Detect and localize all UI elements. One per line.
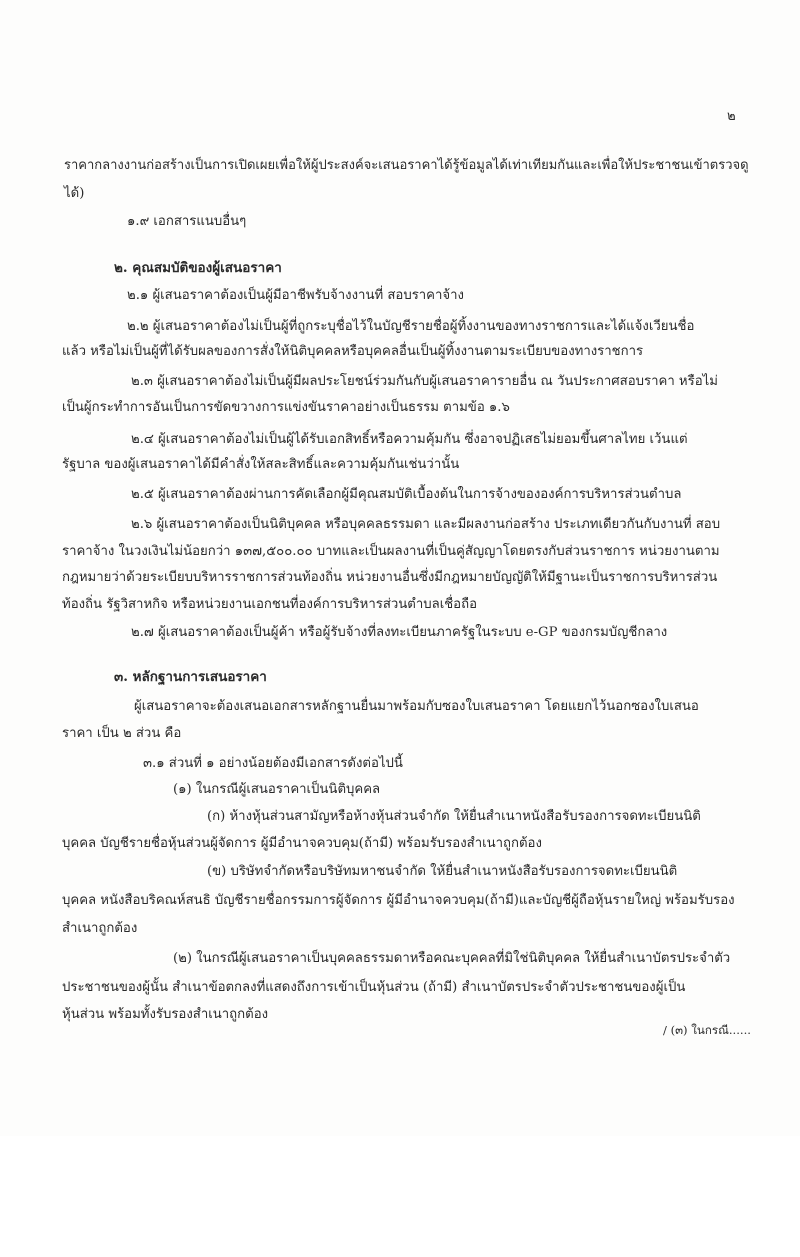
text-line: ๒.๒ ผู้เสนอราคาต้องไม่เป็นผู้ที่ถูกระบุชื่อไว้ในบัญชีรายชื่อผู้ทิ้งงานของทางราชการและได้แจ้งเวียนชื่อ	[127, 319, 695, 334]
text-line: ท้องถิ่น รัฐวิสาหกิจ หรือหน่วยงานเอกชนที่องค์การบริหารส่วนตำบลเชื่อถือ	[62, 597, 477, 612]
blank-margin	[0, 1136, 800, 1257]
text-line: ๒.๑ ผู้เสนอราคาต้องเป็นผู้มีอาชีพรับจ้างงานที่ สอบราคาจ้าง	[127, 288, 464, 303]
text-line: (ข) บริษัทจำกัดหรือบริษัทมหาชนจำกัด ให้ยื่นสำเนาหนังสือรับรองการจดทะเบียนนิติ	[207, 864, 678, 879]
text-line: ๒.๓ ผู้เสนอราคาต้องไม่เป็นผู้มีผลประโยชน์ร่วมกันกับผู้เสนอราคารายอื่น ณ วันประกาศสอบราคา หรือไม่	[131, 374, 718, 389]
text-line: (ก) ห้างหุ้นส่วนสามัญหรือห้างหุ้นส่วนจำกัด ให้ยื่นสำเนาหนังสือรับรองการจดทะเบียนนิติ	[207, 809, 701, 824]
text-line: สำเนาถูกต้อง	[62, 921, 138, 936]
text-line: ราคา เป็น ๒ ส่วน คือ	[62, 726, 182, 741]
text-line: ๓.๑ ส่วนที่ ๑ อย่างน้อยต้องมีเอกสารดังต่อไปนี้	[143, 756, 403, 771]
text-line: (๑) ในกรณีผู้เสนอราคาเป็นนิติบุคคล	[173, 782, 381, 797]
text-line: ๒.๗ ผู้เสนอราคาต้องเป็นผู้ค้า หรือผู้รับจ้างที่ลงทะเบียนภาครัฐในระบบ e-GP ของกรมบัญชีกลาง	[131, 625, 668, 640]
section-heading: ๒. คุณสมบัติของผู้เสนอราคา	[114, 260, 282, 276]
text-line: รัฐบาล ของผู้เสนอราคาได้มีคำสั่งให้สละสิทธิ์และความคุ้มกันเช่นว่านั้น	[62, 457, 460, 472]
text-line: ผู้เสนอราคาจะต้องเสนอเอกสารหลักฐานยื่นมาพร้อมกับซองใบเสนอราคา โดยแยกไว้นอกซองใบเสนอ	[134, 699, 699, 714]
text-line: ราคาจ้าง ในวงเงินไม่น้อยกว่า ๑๓๗,๕๐๐.๐๐ บาทและเป็นผลงานที่เป็นคู่สัญญาโดยตรงกับส่วนราชการ หน่วยงานตาม	[62, 544, 720, 559]
text-line: ๒.๕ ผู้เสนอราคาต้องผ่านการคัดเลือกผู้มีคุณสมบัติเบื้องต้นในการจ้างขององค์การบริหารส่วนตำบล	[131, 487, 682, 502]
text-line: บุคคล บัญชีรายชื่อหุ้นส่วนผู้จัดการ ผู้มีอำนาจควบคุม(ถ้ามี) พร้อมรับรองสำเนาถูกต้อง	[62, 836, 542, 851]
text-line: ๒.๖ ผู้เสนอราคาต้องเป็นนิติบุคคล หรือบุคคลธรรมดา และมีผลงานก่อสร้าง ประเภทเดียวกันกับงานที่ สอบ	[131, 517, 721, 532]
text-line: ได้)	[64, 186, 85, 201]
text-line: ราคากลางงานก่อสร้างเป็นการเปิดเผยเพื่อให้ผู้ประสงค์จะเสนอราคาได้รู้ข้อมูลได้เท่าเทียมกันและเพื่อให้ประชาชนเข้าตรวจดู	[64, 158, 749, 173]
text-line: แล้ว หรือไม่เป็นผู้ที่ได้รับผลของการสั่งให้นิติบุคคลหรือบุคคลอื่นเป็นผู้ทิ้งงานตามระเบียบของทางราชการ	[62, 344, 644, 359]
continuation-note: / (๓) ในกรณี......	[663, 1023, 751, 1037]
text-line: ประชาชนของผู้นั้น สำเนาข้อตกลงที่แสดงถึงการเข้าเป็นหุ้นส่วน (ถ้ามี) สำเนาบัตรประจำตัวประชาชนของผู้เป็น	[62, 980, 686, 995]
text-line: บุคคล หนังสือบริคณห์สนธิ บัญชีรายชื่อกรรมการผู้จัดการ ผู้มีอำนาจควบคุม(ถ้ามี)และบัญชีผู้ถือหุ้นรายใหญ่ พร้อมรับรอง	[62, 893, 735, 908]
text-line: (๒) ในกรณีผู้เสนอราคาเป็นบุคคลธรรมดาหรือคณะบุคคลที่มิใช่นิติบุคคล ให้ยื่นสำเนาบัตรประจำตัว	[173, 951, 731, 966]
text-line: หุ้นส่วน พร้อมทั้งรับรองสำเนาถูกต้อง	[62, 1007, 269, 1022]
text-line: เป็นผู้กระทำการอันเป็นการขัดขวางการแข่งขันราคาอย่างเป็นธรรม ตามข้อ ๑.๖	[62, 400, 510, 415]
page-number: ๒	[727, 109, 736, 124]
text-line: ๒.๔ ผู้เสนอราคาต้องไม่เป็นผู้ได้รับเอกสิทธิ์หรือความคุ้มกัน ซึ่งอาจปฏิเสธไม่ยอมขึ้นศาลไทย เว้นแต่	[131, 432, 688, 447]
text-line: กฎหมายว่าด้วยระเบียบบริหารราชการส่วนท้องถิ่น หน่วยงานอื่นซึ่งมีกฎหมายบัญญัติให้มีฐานะเป็นราชการบริหารส่วน	[62, 570, 718, 585]
section-heading: ๓. หลักฐานการเสนอราคา	[114, 669, 267, 685]
text-line: ๑.๙ เอกสารแนบอื่นๆ	[127, 214, 247, 229]
